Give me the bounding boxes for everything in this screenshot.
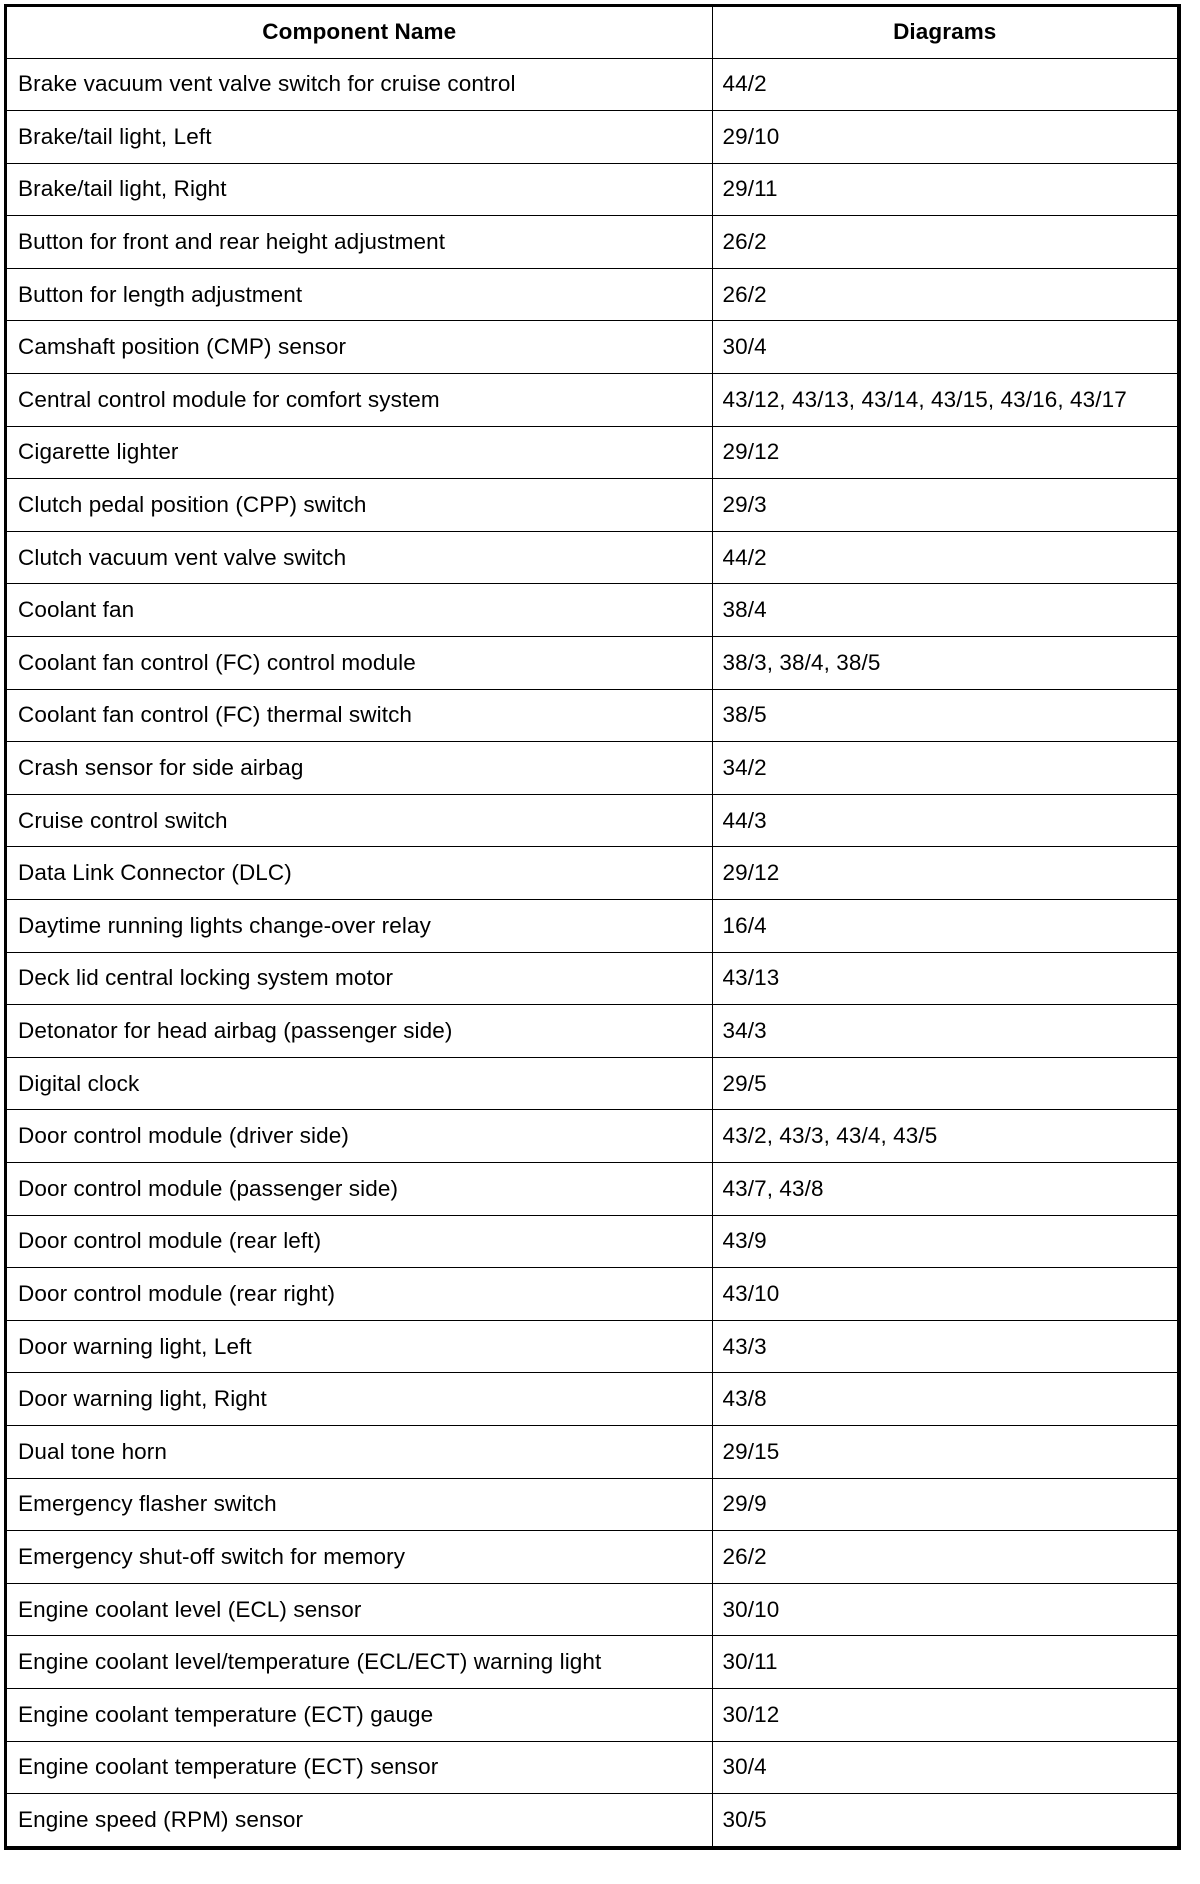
diagrams-cell: 29/10	[712, 111, 1177, 164]
table-row	[7, 111, 1177, 164]
component-name-cell: Clutch pedal position (CPP) switch	[7, 479, 712, 532]
table-row	[7, 1215, 1177, 1268]
component-name-cell: Button for front and rear height adjustment	[7, 216, 712, 269]
component-name-cell: Digital clock	[7, 1057, 712, 1110]
component-name-cell: Brake/tail light, Right	[7, 163, 712, 216]
component-name-cell: Coolant fan	[7, 584, 712, 637]
diagrams-cell: 29/3	[712, 479, 1177, 532]
table-row	[7, 163, 1177, 216]
component-name-cell: Crash sensor for side airbag	[7, 742, 712, 795]
diagrams-cell: 44/2	[712, 531, 1177, 584]
diagrams-cell: 30/5	[712, 1794, 1177, 1847]
component-name-cell: Door warning light, Left	[7, 1320, 712, 1373]
table-row	[7, 216, 1177, 269]
table-row	[7, 426, 1177, 479]
table-row	[7, 1373, 1177, 1426]
diagrams-cell: 38/5	[712, 689, 1177, 742]
table-row	[7, 1425, 1177, 1478]
component-name-cell: Door control module (rear right)	[7, 1268, 712, 1321]
diagrams-cell: 30/11	[712, 1636, 1177, 1689]
table-row	[7, 900, 1177, 953]
table-row	[7, 637, 1177, 690]
table-row	[7, 1005, 1177, 1058]
table-row	[7, 1320, 1177, 1373]
diagrams-cell: 29/9	[712, 1478, 1177, 1531]
diagrams-cell: 26/2	[712, 268, 1177, 321]
component-name-cell: Engine coolant temperature (ECT) sensor	[7, 1741, 712, 1794]
table-row	[7, 58, 1177, 111]
component-name-cell: Engine coolant level (ECL) sensor	[7, 1583, 712, 1636]
component-name-cell: Central control module for comfort system	[7, 374, 712, 427]
diagrams-cell: 43/10	[712, 1268, 1177, 1321]
column-header-diagrams: Diagrams	[712, 7, 1177, 58]
table-row	[7, 1636, 1177, 1689]
diagrams-cell: 43/12, 43/13, 43/14, 43/15, 43/16, 43/17	[712, 374, 1177, 427]
table-row	[7, 479, 1177, 532]
component-name-cell: Cigarette lighter	[7, 426, 712, 479]
component-name-cell: Camshaft position (CMP) sensor	[7, 321, 712, 374]
component-name-cell: Emergency shut-off switch for memory	[7, 1531, 712, 1584]
table-row	[7, 689, 1177, 742]
diagrams-cell: 43/13	[712, 952, 1177, 1005]
table-row	[7, 1057, 1177, 1110]
component-diagram-table	[7, 7, 1177, 1846]
table-row	[7, 952, 1177, 1005]
diagrams-cell: 34/2	[712, 742, 1177, 795]
diagrams-cell: 30/12	[712, 1688, 1177, 1741]
diagrams-cell: 30/10	[712, 1583, 1177, 1636]
component-name-cell: Engine coolant temperature (ECT) gauge	[7, 1688, 712, 1741]
component-name-cell: Brake/tail light, Left	[7, 111, 712, 164]
component-name-cell: Data Link Connector (DLC)	[7, 847, 712, 900]
table-row	[7, 1531, 1177, 1584]
table-header-row	[7, 7, 1177, 58]
diagrams-cell: 43/2, 43/3, 43/4, 43/5	[712, 1110, 1177, 1163]
component-name-cell: Coolant fan control (FC) control module	[7, 637, 712, 690]
component-name-cell: Detonator for head airbag (passenger side)	[7, 1005, 712, 1058]
diagrams-cell: 44/2	[712, 58, 1177, 111]
table-row	[7, 847, 1177, 900]
component-name-cell: Clutch vacuum vent valve switch	[7, 531, 712, 584]
component-name-cell: Button for length adjustment	[7, 268, 712, 321]
diagrams-cell: 43/8	[712, 1373, 1177, 1426]
diagrams-cell: 29/12	[712, 847, 1177, 900]
component-name-cell: Emergency flasher switch	[7, 1478, 712, 1531]
component-name-cell: Engine speed (RPM) sensor	[7, 1794, 712, 1847]
component-name-cell: Coolant fan control (FC) thermal switch	[7, 689, 712, 742]
column-header-component-name: Component Name	[7, 7, 712, 58]
diagrams-cell: 29/11	[712, 163, 1177, 216]
table-row	[7, 742, 1177, 795]
diagrams-cell: 26/2	[712, 216, 1177, 269]
table-row	[7, 531, 1177, 584]
component-name-cell: Brake vacuum vent valve switch for cruise control	[7, 58, 712, 111]
table-row	[7, 268, 1177, 321]
table-row	[7, 584, 1177, 637]
diagrams-cell: 38/3, 38/4, 38/5	[712, 637, 1177, 690]
diagrams-cell: 34/3	[712, 1005, 1177, 1058]
component-name-cell: Deck lid central locking system motor	[7, 952, 712, 1005]
diagrams-cell: 29/5	[712, 1057, 1177, 1110]
table-row	[7, 1583, 1177, 1636]
table-body	[7, 58, 1177, 1846]
table-row	[7, 1478, 1177, 1531]
table-row	[7, 1110, 1177, 1163]
component-name-cell: Door control module (driver side)	[7, 1110, 712, 1163]
table-row	[7, 374, 1177, 427]
component-table-frame	[4, 4, 1181, 1850]
table-row	[7, 1794, 1177, 1847]
component-name-cell: Door control module (passenger side)	[7, 1162, 712, 1215]
table-row	[7, 794, 1177, 847]
diagrams-cell: 43/7, 43/8	[712, 1162, 1177, 1215]
component-name-cell: Daytime running lights change-over relay	[7, 900, 712, 953]
diagrams-cell: 30/4	[712, 1741, 1177, 1794]
diagrams-cell: 16/4	[712, 900, 1177, 953]
table-row	[7, 1741, 1177, 1794]
component-name-cell: Dual tone horn	[7, 1425, 712, 1478]
diagrams-cell: 29/15	[712, 1425, 1177, 1478]
table-row	[7, 1268, 1177, 1321]
diagrams-cell: 43/3	[712, 1320, 1177, 1373]
diagrams-cell: 26/2	[712, 1531, 1177, 1584]
diagrams-cell: 43/9	[712, 1215, 1177, 1268]
diagrams-cell: 30/4	[712, 321, 1177, 374]
table-row	[7, 1162, 1177, 1215]
diagrams-cell: 38/4	[712, 584, 1177, 637]
component-name-cell: Door warning light, Right	[7, 1373, 712, 1426]
table-row	[7, 1688, 1177, 1741]
component-name-cell: Engine coolant level/temperature (ECL/ECT) warning light	[7, 1636, 712, 1689]
table-row	[7, 321, 1177, 374]
diagrams-cell: 44/3	[712, 794, 1177, 847]
diagrams-cell: 29/12	[712, 426, 1177, 479]
component-name-cell: Door control module (rear left)	[7, 1215, 712, 1268]
component-name-cell: Cruise control switch	[7, 794, 712, 847]
